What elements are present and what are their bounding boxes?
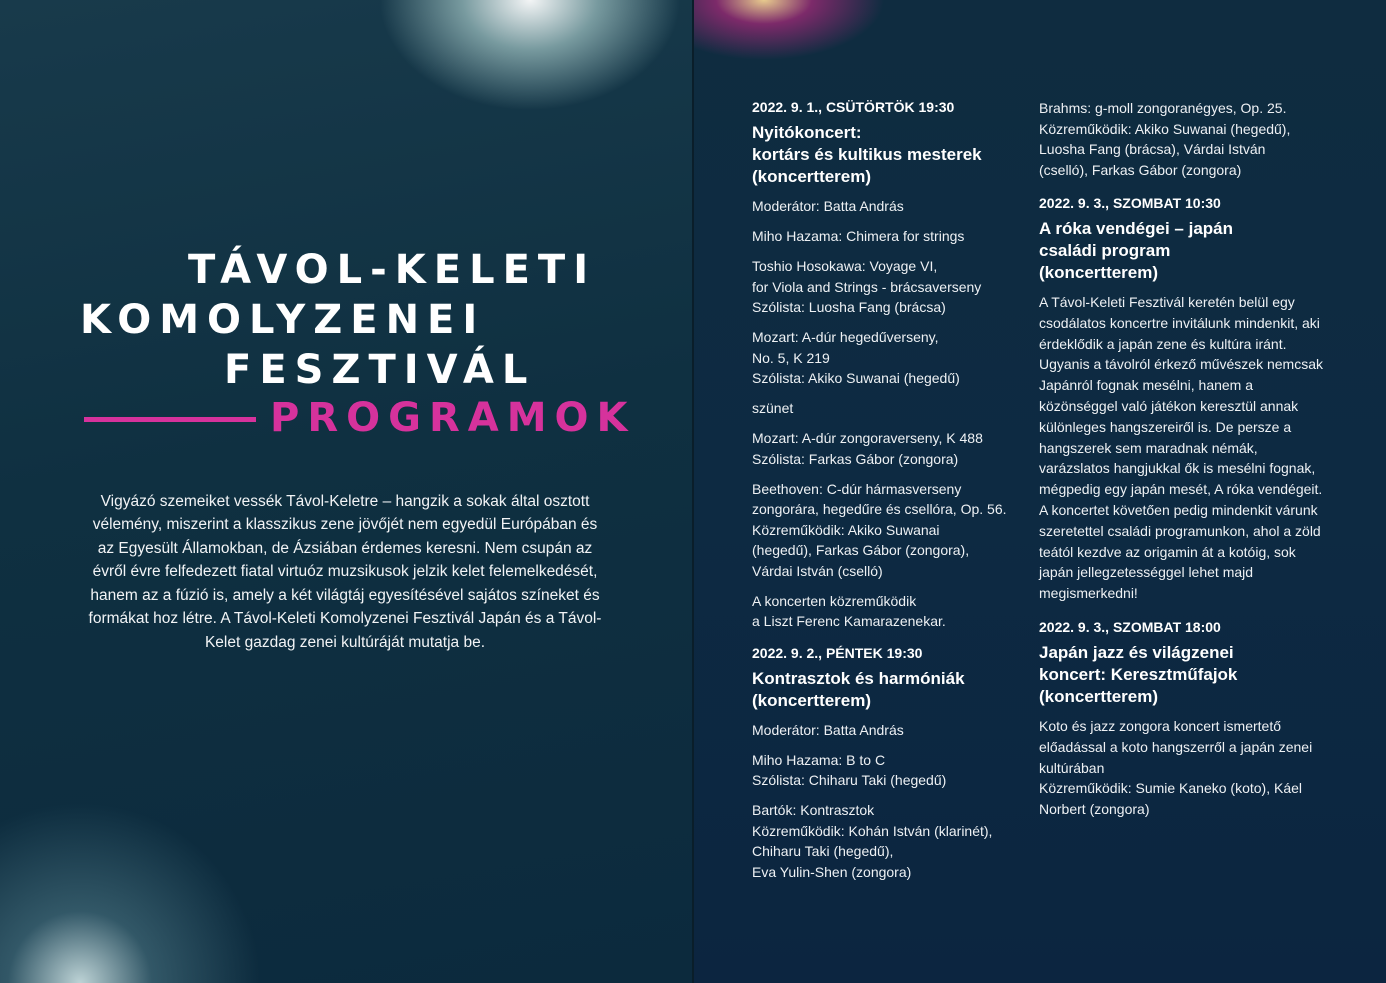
program-item: Moderátor: Batta András bbox=[752, 198, 904, 214]
program-column-2 bbox=[1039, 98, 1329, 832]
programs-heading: PROGRAMOK bbox=[270, 395, 636, 441]
title-line-2: KOMOLYZENEI bbox=[80, 297, 486, 343]
title-line-3: FESZTIVÁL bbox=[224, 347, 536, 393]
event-date: 2022. 9. 2., PÉNTEK 19:30 bbox=[752, 644, 923, 661]
event-date: 2022. 9. 1., CSÜTÖRTÖK 19:30 bbox=[752, 99, 955, 115]
event-title: A róka vendégei – japán családi program (koncertterem) bbox=[1039, 219, 1233, 282]
event-2022-09-01 bbox=[752, 98, 1034, 632]
program-item: Mozart: A-dúr hegedűverseny, No. 5, K 219 Szólista: Akiko Suwanai (hegedű) bbox=[752, 329, 960, 386]
event-title: Japán jazz és világzenei koncert: Keresztműfajok (koncertterem) bbox=[1039, 642, 1238, 706]
program-item: A koncerten közreműködik a Liszt Ferenc Kamarazenekar. bbox=[752, 592, 946, 629]
program-continuation: Brahms: g-moll zongoranégyes, Op. 25. Közreműködik: Akiko Suwanai (hegedű), Luosha Fang (brácsa), Várdai István (cselló), Farkas Gábor (zongora) bbox=[1039, 100, 1291, 178]
event-title: Nyitókoncert: kortárs és kultikus mesterek (koncertterem) bbox=[752, 123, 982, 186]
program-item: Miho Hazama: B to C Szólista: Chiharu Taki (hegedű) bbox=[752, 751, 947, 788]
program-item: Bartók: Kontrasztok Közreműködik: Kohán István (klarinét), Chiharu Taki (hegedű), Eva Yulin-Shen (zongora) bbox=[752, 802, 993, 880]
event-2022-09-03-evening bbox=[1039, 618, 1329, 820]
event-date: 2022. 9. 3., SZOMBAT 10:30 bbox=[1039, 195, 1221, 211]
event-2022-09-03-morning bbox=[1039, 194, 1329, 604]
program-item: Toshio Hosokawa: Voyage VI, for Viola and Strings - brácsaverseny Szólista: Luosha Fang (brácsa) bbox=[752, 258, 982, 315]
title-line-1: TÁVOL-KELETI bbox=[188, 247, 597, 293]
event-date: 2022. 9. 3., SZOMBAT 18:00 bbox=[1039, 618, 1221, 635]
event-description: A Távol-Keleti Fesztivál keretén belül egy csodálatos koncertre invitálunk mindenkit, aki érdeklődik a japán zene és kultúra iránt. Ugyanis a távolról érkező művészek nemcsak Japánról fognak mesélni, hanem a közönséggel való játékon keresztül annak különleges hangszereiről is. De persze a hangszerek sem maradnak némák, varázslatos hangjukkal ők is mesélni fognak, mégpedig egy japán mesét, A róka vendégeit. A koncertet követően pedig mindenkit várunk szeretettel családi programunkon, ahol a zöld teától kezdve az origamin át a kotóig, sok japán jellegzetességgel lehet majd megismerkedni! bbox=[1039, 294, 1324, 602]
event-description: Koto és jazz zongora koncert ismertető előadással a koto hangszerről a japán zenei kultúrában Közreműködik: Sumie Kaneko (koto), Káel Norbert (zongora) bbox=[1039, 717, 1313, 818]
program-item: Miho Hazama: Chimera for strings bbox=[752, 228, 965, 244]
program-item: szünet bbox=[752, 400, 794, 416]
event-title: Kontrasztok és harmóniák (koncertterem) bbox=[752, 668, 965, 710]
accent-rule bbox=[84, 417, 256, 422]
program-item: Beethoven: C-dúr hármasverseny zongorára, hegedűre és csellóra, Op. 56. Közreműködik: Akiko Suwanai (hegedű), Farkas Gábor (zongora), Várdai István (cselló) bbox=[752, 480, 1007, 579]
right-page bbox=[694, 0, 1386, 983]
left-page bbox=[0, 0, 692, 983]
program-item: Moderátor: Batta András bbox=[752, 721, 904, 738]
program-column-1 bbox=[752, 98, 1034, 894]
program-item: Mozart: A-dúr zongoraverseny, K 488 Szólista: Farkas Gábor (zongora) bbox=[752, 430, 983, 467]
intro-paragraph: Vigyázó szemeiket vessék Távol-Keletre – hangzik a sokak által osztott vélemény, miszerint a klasszikus zene jövőjét nem egyedül Európában és az Egyesült Államokban, de Ázsiában érdemes keresni. Nem csupán az évről évre felfedezett fiatal virtuóz muzsikusok jelzik kelet felemelkedését, hanem az a fúzió is, amely a két világtáj egyesítésével sajátos színeket és formákat hoz létre. A Távol-Keleti Komolyzenei Fesztivál Japán és a Távol-Kelet gazdag zenei kultúráját mutatja be. bbox=[88, 492, 602, 651]
event-2022-09-02 bbox=[752, 644, 1034, 883]
